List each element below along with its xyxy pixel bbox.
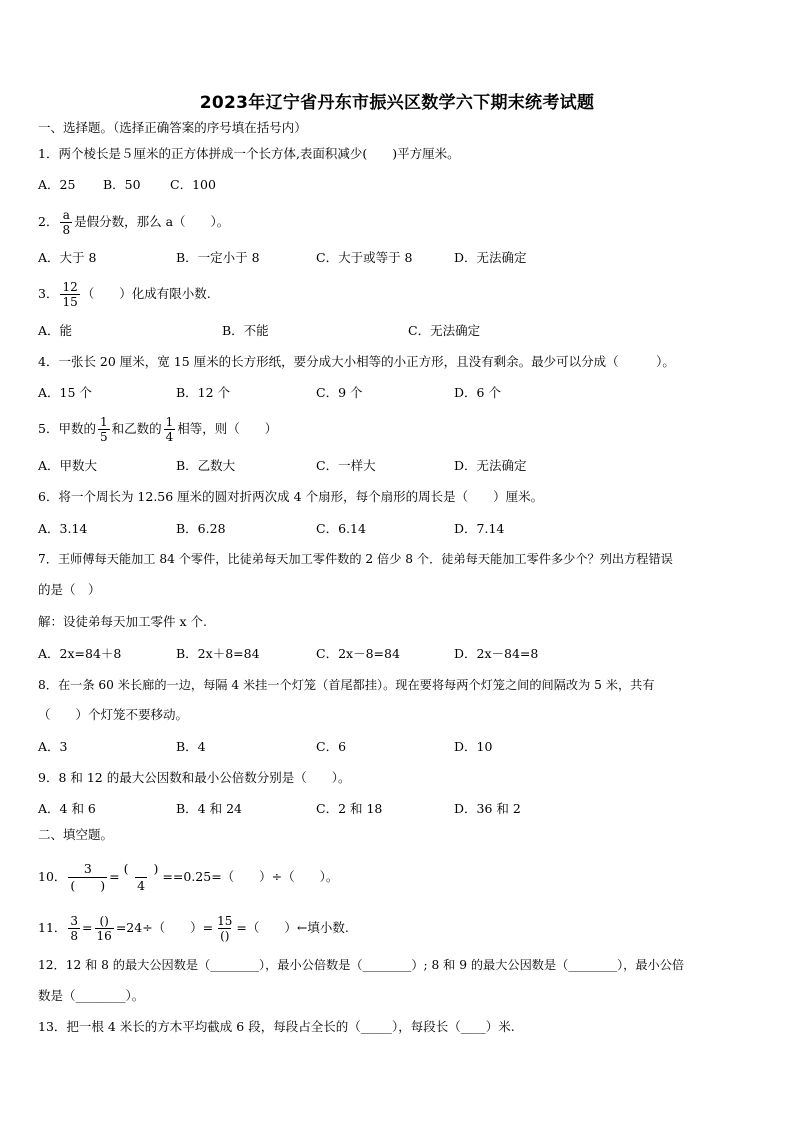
q5-option-b: B．乙数大 (176, 458, 236, 473)
q2-number: 2． (38, 214, 59, 229)
q3-fraction: $\frac{12}{15}$ (62, 280, 78, 309)
q8-option-c: C．6 (316, 739, 347, 754)
q2-text: 是假分数，那么 a（ ）。 (74, 214, 230, 229)
q1-option-c: C．100 (170, 177, 216, 192)
question-8-line-1: 8．在一条 60 米长廊的一边，每隔 4 米挂一个灯笼（首尾都挂）。现在要将每两个灯笼之间的间隔改为 5 米，共有 (38, 678, 655, 692)
question-5 (38, 412, 277, 446)
q4-option-a: A．15 个 (38, 385, 92, 400)
q5-text-2: 和乙数的 (111, 421, 162, 436)
q5-text-1: 5．甲数的 (38, 421, 96, 436)
section-heading-choice: 一、选择题。（选择正确答案的序号填在括号内） (38, 120, 307, 135)
q11-text-mid: =24÷（ ）= (115, 920, 214, 935)
q3-option-a: A．能 (38, 323, 73, 338)
q7-option-c: C．2x－8=84 (316, 646, 400, 661)
q11-fraction-3: $\frac{15}{()}$ (217, 914, 233, 943)
question-8-line-2: （ ）个灯笼不要移动。 (38, 707, 189, 722)
q10-fraction-2: $\frac{( )}{4}$ (123, 861, 159, 893)
q7-option-a: A．2x=84＋8 (38, 646, 122, 661)
q2-option-d: D．无法确定 (454, 250, 527, 265)
question-10 (38, 856, 338, 898)
q6-option-c: C．6.14 (316, 521, 366, 536)
q11-equals: = (82, 920, 93, 935)
q3-number: 3． (38, 286, 59, 301)
q4-option-b: B．12 个 (176, 385, 231, 400)
question-12-line-2: 数是（________）。 (38, 988, 145, 1003)
q5-option-c: C．一样大 (316, 458, 376, 473)
q2-option-b: B．一定小于 8 (176, 250, 260, 265)
q2-option-a: A．大于 8 (38, 250, 97, 265)
question-3 (38, 277, 211, 311)
q8-option-b: B．4 (176, 739, 206, 754)
question-1: 1．两个棱长是５厘米的正方体拼成一个长方体,表面积减少( )平方厘米。 (38, 146, 460, 161)
q3-text: （ ）化成有限小数. (81, 286, 211, 301)
q9-option-a: A．4 和 6 (38, 801, 96, 816)
question-13: 13．把一根 4 米长的方木平均截成 6 段，每段占全长的（_____），每段长（____）米. (38, 1019, 515, 1034)
q11-fraction-1: $\frac{3}{8}$ (70, 914, 79, 943)
q10-text: ==0.25=（ ）÷（ ）。 (162, 869, 339, 884)
q6-option-b: B．6.28 (176, 521, 226, 536)
q5-fraction-1: $\frac{1}{5}$ (99, 415, 108, 444)
question-6: 6．将一个周长为 12.56 厘米的圆对折两次成 4 个扇形，每个扇形的周长是（ ）厘米。 (38, 489, 544, 504)
question-9: 9．8 和 12 的最大公因数和最小公倍数分别是（ ）。 (38, 770, 351, 785)
q5-text-3: 相等，则（ ） (177, 421, 278, 436)
q8-option-d: D．10 (454, 739, 493, 754)
q11-fraction-2: $\frac{()}{16}$ (96, 914, 112, 943)
q5-option-d: D．无法确定 (454, 458, 527, 473)
q4-option-c: C．9 个 (316, 385, 363, 400)
q1-option-a: A．25 (38, 177, 76, 192)
q6-option-a: A．3.14 (38, 521, 88, 536)
question-7-line-1: 7．王师傅每天能加工 84 个零件，比徒弟每天加工零件数的 2 倍少 8 个．徒弟每天能加工零件多少个？列出方程错误 (38, 552, 673, 566)
question-11 (38, 908, 349, 948)
q5-option-a: A．甲数大 (38, 458, 98, 473)
question-2 (38, 205, 229, 239)
question-12-line-1: 12．12 和 8 的最大公因数是（________），最小公倍数是（________）; 8 和 9 的最大公因数是（________），最小公倍 (38, 958, 685, 972)
question-4: 4．一张长 20 厘米，宽 15 厘米的长方形纸，要分成大小相等的小正方形，且没有剩余。最少可以分成（ ）。 (38, 354, 675, 369)
q2-option-c: C．大于或等于 8 (316, 250, 413, 265)
question-7-solution: 解：设徒弟每天加工零件 x 个. (38, 614, 207, 629)
page-title: 2023年辽宁省丹东市振兴区数学六下期末统考试题 (199, 93, 595, 113)
q11-number: 11． (38, 920, 67, 935)
q8-option-a: A．3 (38, 739, 68, 754)
q9-option-d: D．36 和 2 (454, 801, 521, 816)
q5-fraction-2: $\frac{1}{4}$ (165, 415, 174, 444)
q7-option-b: B．2x＋8=84 (176, 646, 260, 661)
q9-option-b: B．4 和 24 (176, 801, 242, 816)
q7-option-d: D．2x－84=8 (454, 646, 539, 661)
section-heading-fill: 二、填空题。 (38, 827, 114, 842)
q10-number: 10． (38, 869, 67, 884)
q2-fraction: $\frac{a}{8}$ (62, 208, 71, 237)
q10-equals: = (109, 869, 120, 884)
q3-option-c: C．无法确定 (408, 323, 481, 338)
q1-option-b: B．50 (103, 177, 141, 192)
q10-fraction-1: $\frac{3}{( )}$ (70, 861, 106, 893)
q4-option-d: D．6 个 (454, 385, 501, 400)
q6-option-d: D．7.14 (454, 521, 505, 536)
q11-text: =（ ）←填小数. (236, 920, 349, 935)
q3-option-b: B．不能 (222, 323, 269, 338)
question-7-line-2: 的是（ ） (38, 582, 101, 597)
q9-option-c: C．2 和 18 (316, 801, 383, 816)
